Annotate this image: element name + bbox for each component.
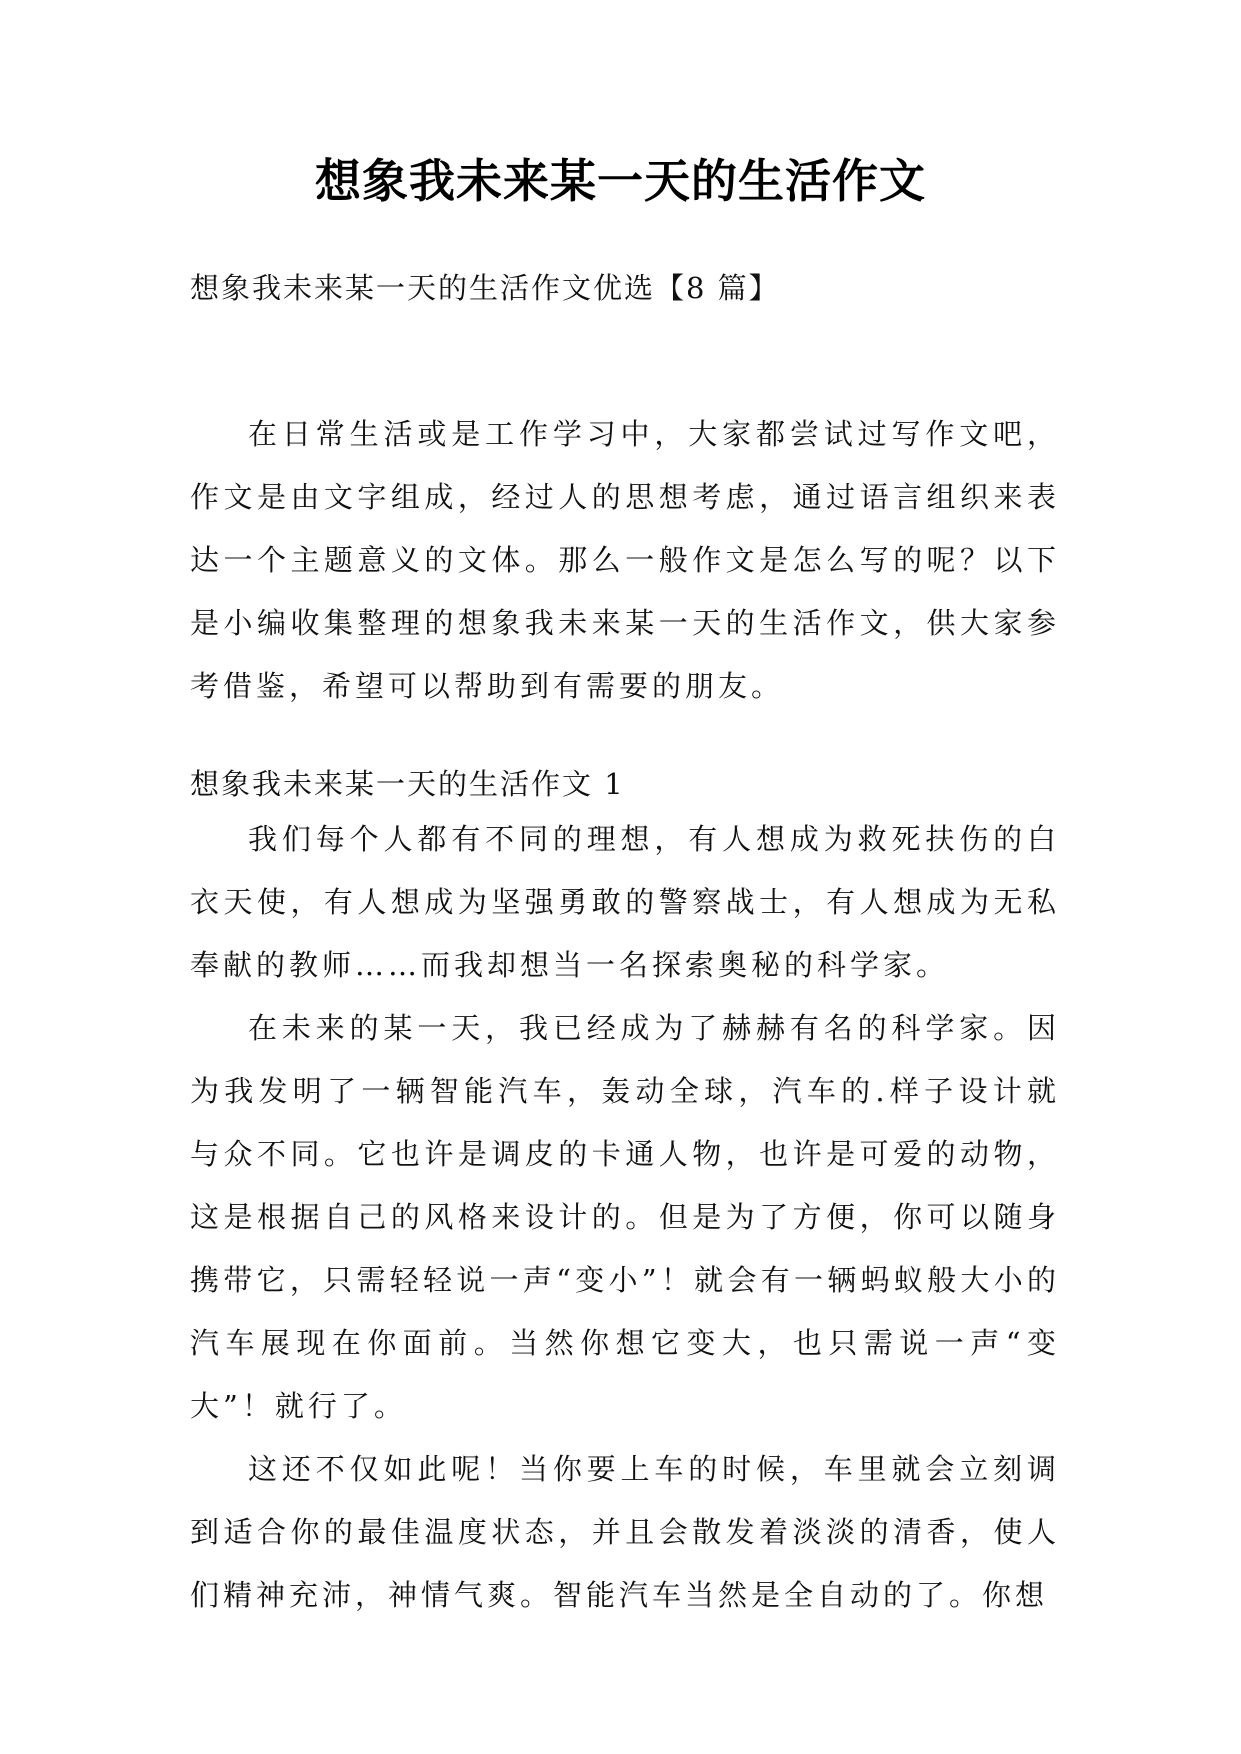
- body-paragraph-1: 我们每个人都有不同的理想，有人想成为救死扶伤的白衣天使，有人想成为坚强勇敢的警察战士，有人想成为无私奉献的教师……而我却想当一名探索奥秘的科学家。: [190, 822, 1060, 982]
- essay-body: [190, 808, 1060, 1627]
- body-paragraph-2: 在未来的某一天，我已经成为了赫赫有名的科学家。因为我发明了一辆智能汽车，轰动全球，汽车的.样子设计就与众不同。它也许是调皮的卡通人物，也许是可爱的动物，这是根据自己的风格来设计的。但是为了方便，你可以随身携带它，只需轻轻说一声“变小”！就会有一辆蚂蚁般大小的汽车展现在你面前。当然你想它变大，也只需说一声“变大”！就行了。: [190, 1011, 1060, 1423]
- intro-block: [190, 403, 1060, 718]
- page-title: 想象我未来某一天的生活作文: [315, 154, 926, 208]
- body-paragraph-3: 这还不仅如此呢！当你要上车的时候，车里就会立刻调到适合你的最佳温度状态，并且会散发着淡淡的清香，使人们精神充沛，神情气爽。智能汽车当然是全自动的了。你想: [190, 1452, 1060, 1612]
- section-heading: 想象我未来某一天的生活作文 1: [190, 767, 625, 801]
- document-subtitle: 想象我未来某一天的生活作文优选【8 篇】: [190, 271, 780, 305]
- intro-paragraph: 在日常生活或是工作学习中，大家都尝试过写作文吧，作文是由文字组成，经过人的思想考虑，通过语言组织来表达一个主题意义的文体。那么一般作文是怎么写的呢？以下是小编收集整理的想象我未来某一天的生活作文，供大家参考借鉴，希望可以帮助到有需要的朋友。: [190, 417, 1060, 703]
